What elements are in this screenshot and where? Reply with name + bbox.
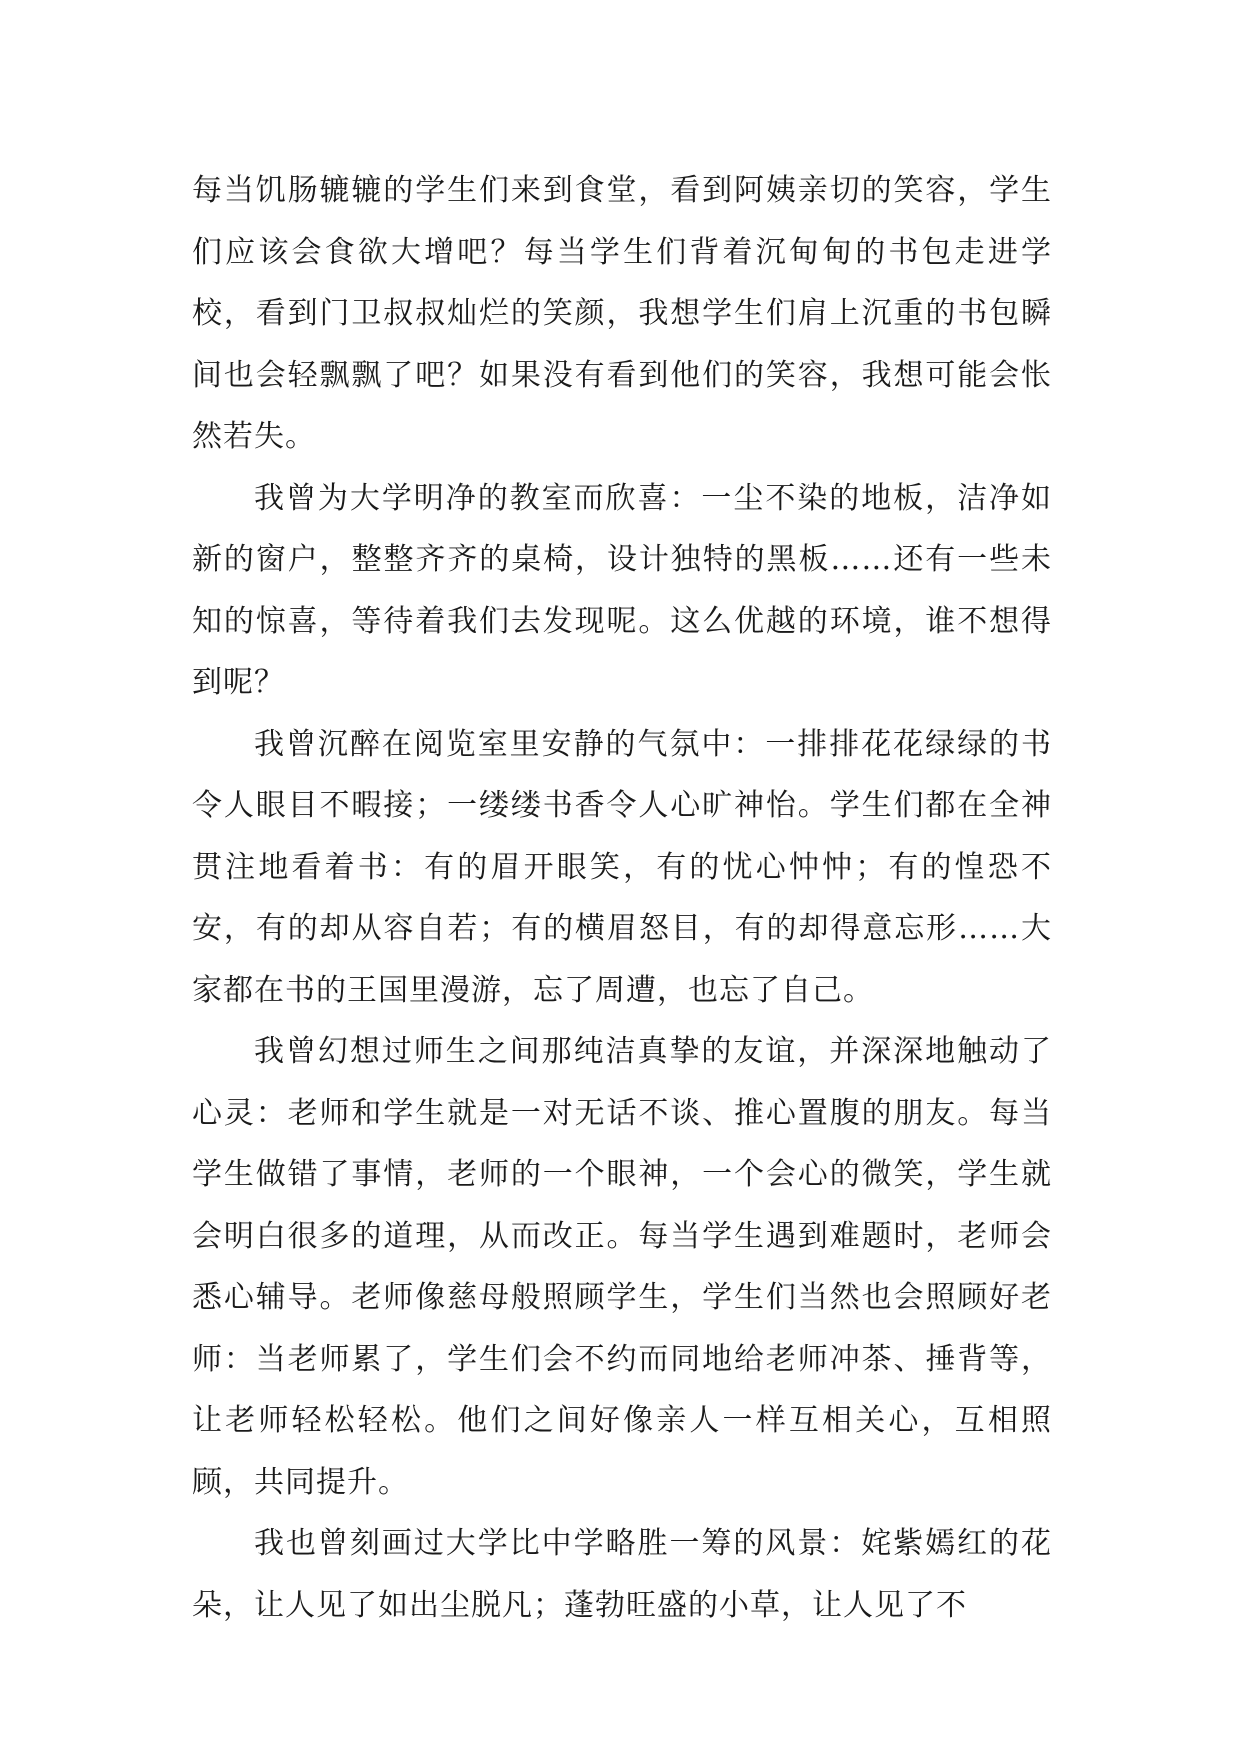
paragraph-3: 我曾沉醉在阅览室里安静的气氛中：一排排花花绿绿的书令人眼目不暇接；一缕缕书香令人心旷神怡。学生们都在全神贯注地看着书：有的眉开眼笑，有的忧心忡忡；有的惶恐不安，有的却从容自若；有的横眉怒目，有的却得意忘形……大家都在书的王国里漫游，忘了周遭，也忘了自己。 — [192, 726, 1052, 1008]
paragraph-1: 每当饥肠辘辘的学生们来到食堂，看到阿姨亲切的笑容，学生们应该会食欲大增吧？每当学生们背着沉甸甸的书包走进学校，看到门卫叔叔灿烂的笑颜，我想学生们肩上沉重的书包瞬间也会轻飘飘了吧？如果没有看到他们的笑容，我想可能会怅然若失。 — [192, 173, 1052, 454]
paragraph-4: 我曾幻想过师生之间那纯洁真挚的友谊，并深深地触动了心灵：老师和学生就是一对无话不谈、推心置腹的朋友。每当学生做错了事情，老师的一个眼神，一个会心的微笑，学生就会明白很多的道理，从而改正。每当学生遇到难题时，老师会悉心辅导。老师像慈母般照顾学生，学生们当然也会照顾好老师：当老师累了，学生们会不约而同地给老师冲茶、捶背等，让老师轻松轻松。他们之间好像亲人一样互相关心，互相照顾，共同提升。 — [192, 1034, 1052, 1500]
paragraph-5: 我也曾刻画过大学比中学略胜一筹的风景：姹紫嫣红的花朵，让人见了如出尘脱凡；蓬勃旺盛的小草，让人见了不 — [192, 1526, 1052, 1623]
paragraph-2: 我曾为大学明净的教室而欣喜：一尘不染的地板，洁净如新的窗户，整整齐齐的桌椅，设计独特的黑板……还有一些未知的惊喜，等待着我们去发现呢。这么优越的环境，谁不想得到呢？ — [192, 480, 1052, 700]
body-text — [192, 160, 1052, 1636]
